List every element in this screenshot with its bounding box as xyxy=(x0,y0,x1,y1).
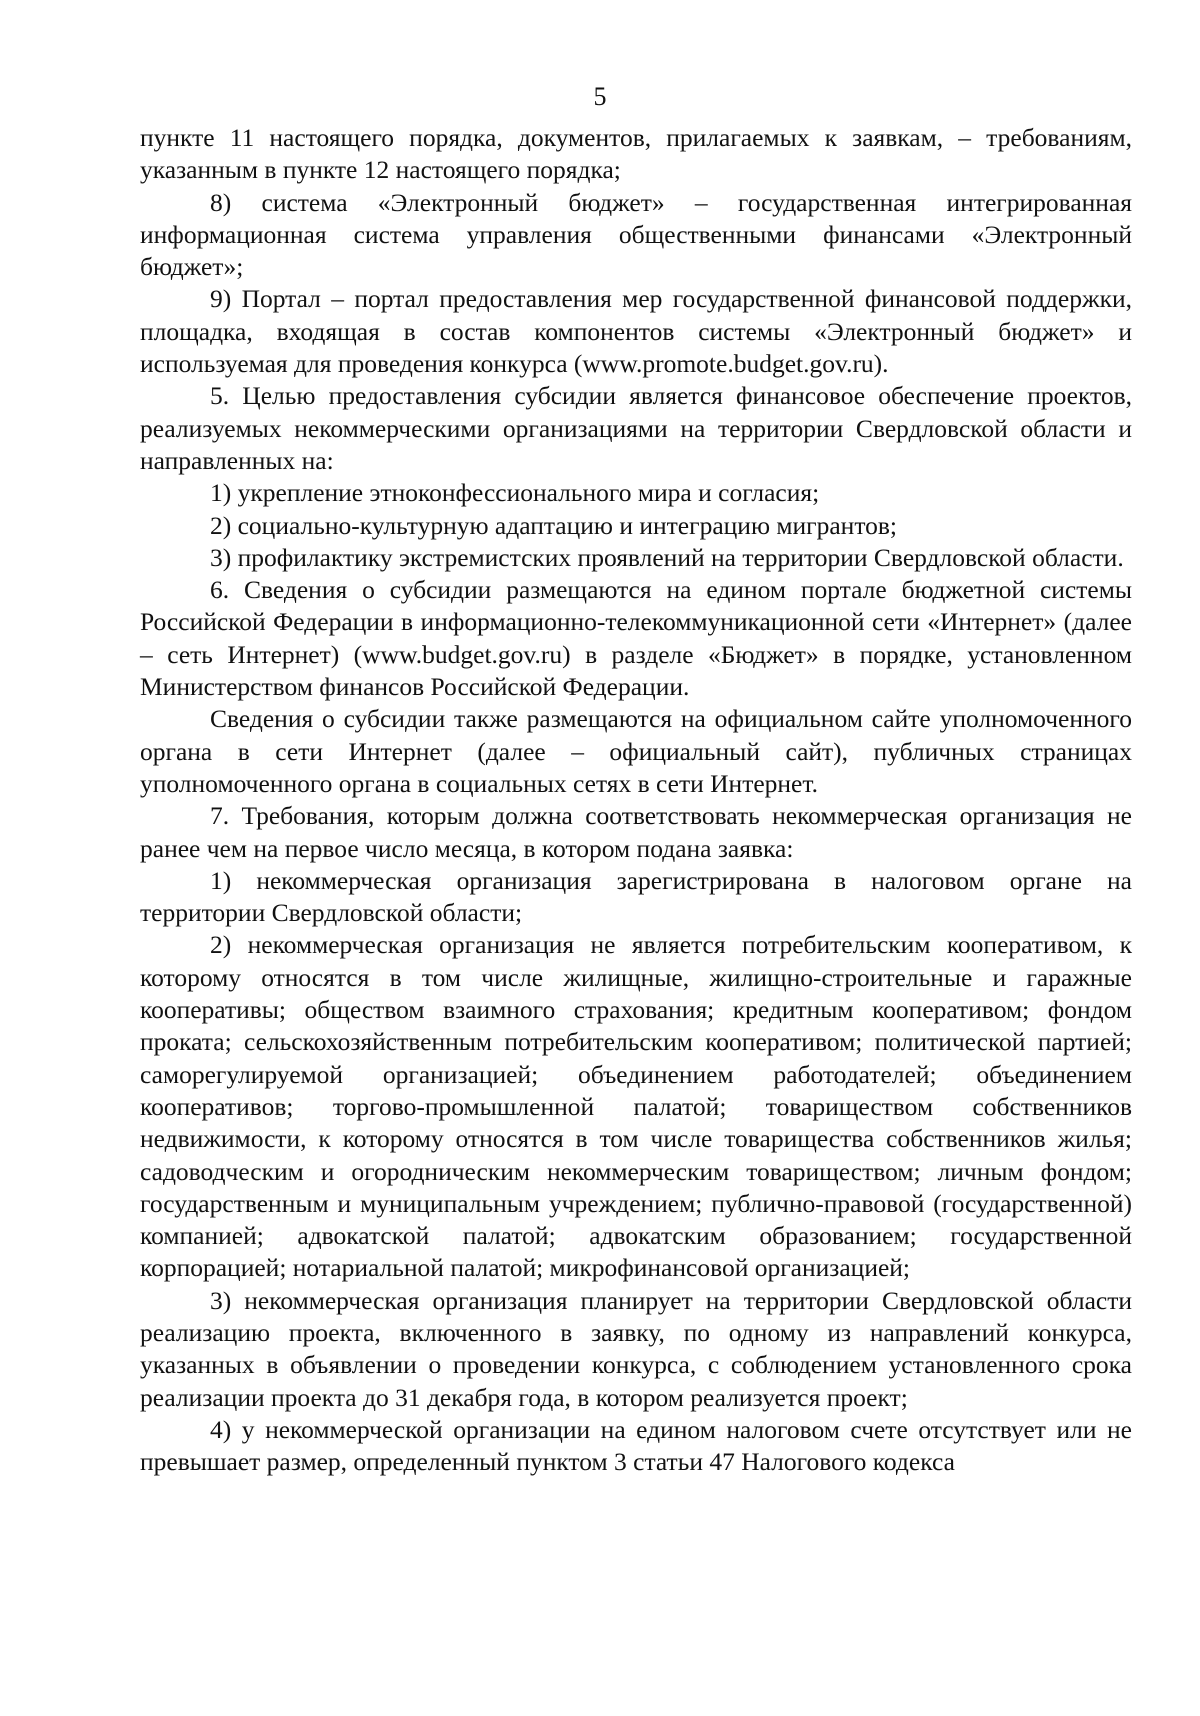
paragraph-item-9: 9) Портал – портал предоставления мер государственной финансовой поддержки, площадка, входящая в состав компонентов системы «Электронный бюджет» и используемая для проведения конкурса (www.promote.budget.gov.ru). xyxy=(140,284,1132,379)
paragraph-section-6-extra: Сведения о субсидии также размещаются на официальном сайте уполномоченного органа в сети Интернет (далее – официальный сайт), публичных страницах уполномоченного органа в социальных сетях в сети Интернет. xyxy=(140,704,1132,798)
paragraph-section-7-item-3: 3) некоммерческая организация планирует на территории Свердловской области реализацию проекта, включенного в заявку, по одному из направлений конкурса, указанных в объявлении о проведении конкурса, с соблюдением установленного срока реализации проекта до 31 декабря года, в котором реализуется проект; xyxy=(140,1285,1132,1412)
paragraph-section-5-item-1: 1) укрепление этноконфессионального мира и согласия; xyxy=(210,478,820,508)
paragraph-item-8: 8) система «Электронный бюджет» – государственная интегрированная информационная система управления общественными финансами «Электронный бюджет»; xyxy=(140,187,1132,282)
paragraph-section-5: 5. Целью предоставления субсидии является финансовое обеспечение проектов, реализуемых некоммерческими организациями на территории Свердловской области и направленных на: xyxy=(140,381,1132,475)
paragraph-section-5-item-3: 3) профилактику экстремистских проявлений на территории Свердловской области. xyxy=(210,542,1124,572)
paragraph-section-7-item-1: 1) некоммерческая организация зарегистрирована в налоговом органе на территории Свердловской области; xyxy=(140,865,1132,928)
paragraph-continuation: пункте 11 настоящего порядка, документов, прилагаемых к заявкам, – требованиям, указанным в пункте 12 настоящего порядка; xyxy=(140,123,1132,185)
document-body xyxy=(140,122,1132,1478)
paragraph-section-5-item-2: 2) социально-культурную адаптацию и интеграцию мигрантов; xyxy=(210,510,898,540)
paragraph-section-7: 7. Требования, которым должна соответствовать некоммерческая организация не ранее чем на первое число месяца, в котором подана заявка: xyxy=(140,801,1132,863)
page-number: 5 xyxy=(593,82,607,111)
paragraph-section-7-item-4: 4) у некоммерческой организации на едином налоговом счете отсутствует или не превышает размер, определенный пунктом 3 статьи 47 Налогового кодекса xyxy=(140,1414,1132,1477)
paragraph-section-7-item-2: 2) некоммерческая организация не является потребительским кооперативом, к которому относятся в том числе жилищные, жилищно-строительные и гаражные кооперативы; обществом взаимного страхования; кредитным кооперативом; фондом проката; сельскохозяйственным потребительским кооперативом; политической партией; саморегулируемой организацией; объединением работодателей; объединением кооперативов; торгово-промышленной палатой; товариществом собственников недвижимости, к которому относятся в том числе товарищества собственников жилья; садоводческим и огородническим некоммерческим товариществом; личным фондом; государственным и муниципальным учреждением; публично-правовой (государственной) компанией; адвокатской палатой; адвокатским образованием; государственной корпорацией; нотариальной палатой; микрофинансовой организацией; xyxy=(140,930,1132,1283)
paragraph-section-6: 6. Сведения о субсидии размещаются на едином портале бюджетной системы Российской Федерации в информационно-телекоммуникационной сети «Интернет» (далее – сеть Интернет) (www.budget.gov.ru) в разделе «Бюджет» в порядке, установленном Министерством финансов Российской Федерации. xyxy=(140,575,1132,702)
